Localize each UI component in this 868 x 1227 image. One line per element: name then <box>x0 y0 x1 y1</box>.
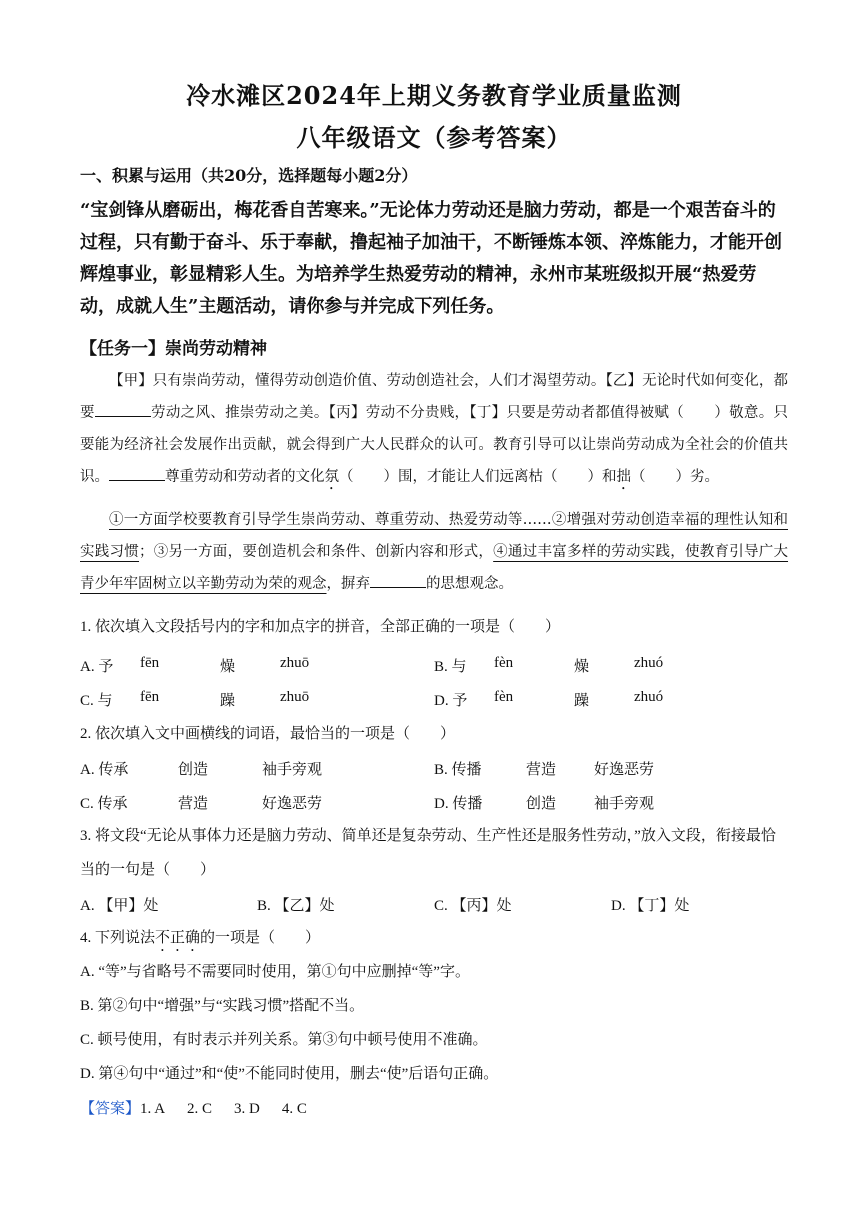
passage-text: ，摒弃 <box>326 576 370 592</box>
passage-paragraph-1 <box>80 365 788 493</box>
passage-paragraph-2 <box>80 504 788 600</box>
q2-option-d: D. 传播 创造 袖手旁观 <box>434 796 655 812</box>
answer-item: 4. C <box>281 1101 307 1117</box>
underlined-sentence: ④通过丰富多样的劳动实践，使教育引导广大青少年牢固树立以辛勤劳动为荣的观念 <box>80 544 789 592</box>
passage-text: ）围，才能让人们远离枯（ <box>383 469 558 485</box>
question-2-stem: 2. 依次填入文中画横线的词语，最恰当的一项是（ ） <box>80 726 456 742</box>
q2-option-a: A. 传承 创造 袖手旁观 <box>80 762 323 778</box>
underlined-sentence: ②增强对劳动创造幸福的理性认知和实践习惯 <box>80 512 789 560</box>
q3-option-d: D. 【丁】处 <box>611 898 690 914</box>
q4-option-c: C. 顿号使用，有时表示并列关系。第③句中顿号使用不准确。 <box>80 1032 488 1048</box>
q1-option-a: A. 予 fēn 燥 zhuō <box>80 655 310 675</box>
answer-item: 1. A <box>140 1101 166 1117</box>
fill-blank <box>370 573 426 588</box>
q3-option-c: C. 【丙】处 <box>434 898 512 914</box>
underlined-sentence: ①一方面学校要教育引导学生崇尚劳动、尊重劳动、热爱劳动等…… <box>109 512 552 528</box>
answer-item: 3. D <box>234 1101 260 1117</box>
page-subtitle: 八年级语文（参考答案） <box>296 123 572 152</box>
dotted-text: 不正确 <box>155 930 201 946</box>
passage-text: （ <box>339 469 354 485</box>
passage-text: ；③另一方面，要创造机会和条件、创新内容和形式， <box>139 544 494 560</box>
fill-blank <box>109 466 165 481</box>
passage-text: ）劣。 <box>675 469 719 485</box>
passage-text: 尊重劳动和劳动者的文化 <box>165 469 325 485</box>
q3-option-a: A. 【甲】处 <box>80 898 159 914</box>
passage-text: （ <box>631 469 646 485</box>
q4-option-a: A. “等”与省略号不需要同时使用，第①句中应删掉“等”字。 <box>80 964 470 980</box>
q1-option-d: D. 予 fèn 躁 zhuó <box>434 689 664 709</box>
dotted-char: 氛 <box>324 469 339 485</box>
passage-text: ）和 <box>587 469 617 485</box>
passage-text: 劳动之风、推崇劳动之美。【丙】劳动不分贵贱，【丁】只要是劳动者都值得被赋（ <box>150 405 685 421</box>
page-title: 冷水滩区2024年上期义务教育学业质量监测 <box>186 81 682 110</box>
question-3-stem: 3. 将文段“无论从事体力还是脑力劳动、简单还是复杂劳动、生产性还是服务性劳动，”放入文段，衔接最恰当的一句是（ ） <box>80 828 776 878</box>
q3-option-b: B. 【乙】处 <box>257 898 335 914</box>
question-1-stem: 1. 依次填入文段括号内的字和加点字的拼音，全部正确的一项是（ ） <box>80 619 561 635</box>
answer-tag: 【答案】 <box>80 1101 141 1117</box>
section-heading: 一、积累与运用（共20分，选择题每小题2分） <box>80 166 418 185</box>
q4-option-d: D. 第④句中“通过”和“使”不能同时使用，删去“使”后语句正确。 <box>80 1066 499 1082</box>
q4-option-b: B. 第②句中“增强”与“实践习惯”搭配不当。 <box>80 998 365 1014</box>
q2-option-c: C. 传承 营造 好逸恶劳 <box>80 796 323 812</box>
passage-text: 【甲】只有崇尚劳动，懂得劳动创造价值、劳动创造社会，人们才渴望劳动。【乙】无论时代如何变化，都要 <box>80 373 788 421</box>
answer-line <box>80 1097 329 1118</box>
intro-paragraph: “宝剑锋从磨砺出，梅花香自苦寒来。”无论体力劳动还是脑力劳动，都是一个艰苦奋斗的过程，只有勤于奋斗、乐于奉献，撸起袖子加油干，不断锤炼本领、淬炼能力，才能开创辉煌事业，彰显精彩人生。为培养学生热爱劳动的精神，永州市某班级拟开展“热爱劳动，成就人生”主题活动，请你参与并完成下列任务。 <box>80 200 782 317</box>
q2-option-b: B. 传播 营造 好逸恶劳 <box>434 762 655 778</box>
passage-text: ）敬意。只要能为经济社会发展作出贡献，就会得到广大人民群众的认可。教育引导可以让崇尚劳动成为全社会的价值共识。 <box>80 405 789 485</box>
dotted-char: 拙 <box>616 469 631 485</box>
question-4-stem: 4. 下列说法不正确的一项是（ ） <box>80 930 321 946</box>
answer-item: 2. C <box>187 1101 213 1117</box>
fill-blank <box>95 402 151 417</box>
q1-option-c: C. 与 fēn 躁 zhuō <box>80 689 310 709</box>
passage-text: 的思想观念。 <box>426 576 513 592</box>
q1-option-b: B. 与 fèn 燥 zhuó <box>434 655 664 675</box>
task-heading: 【任务一】崇尚劳动精神 <box>80 339 267 359</box>
